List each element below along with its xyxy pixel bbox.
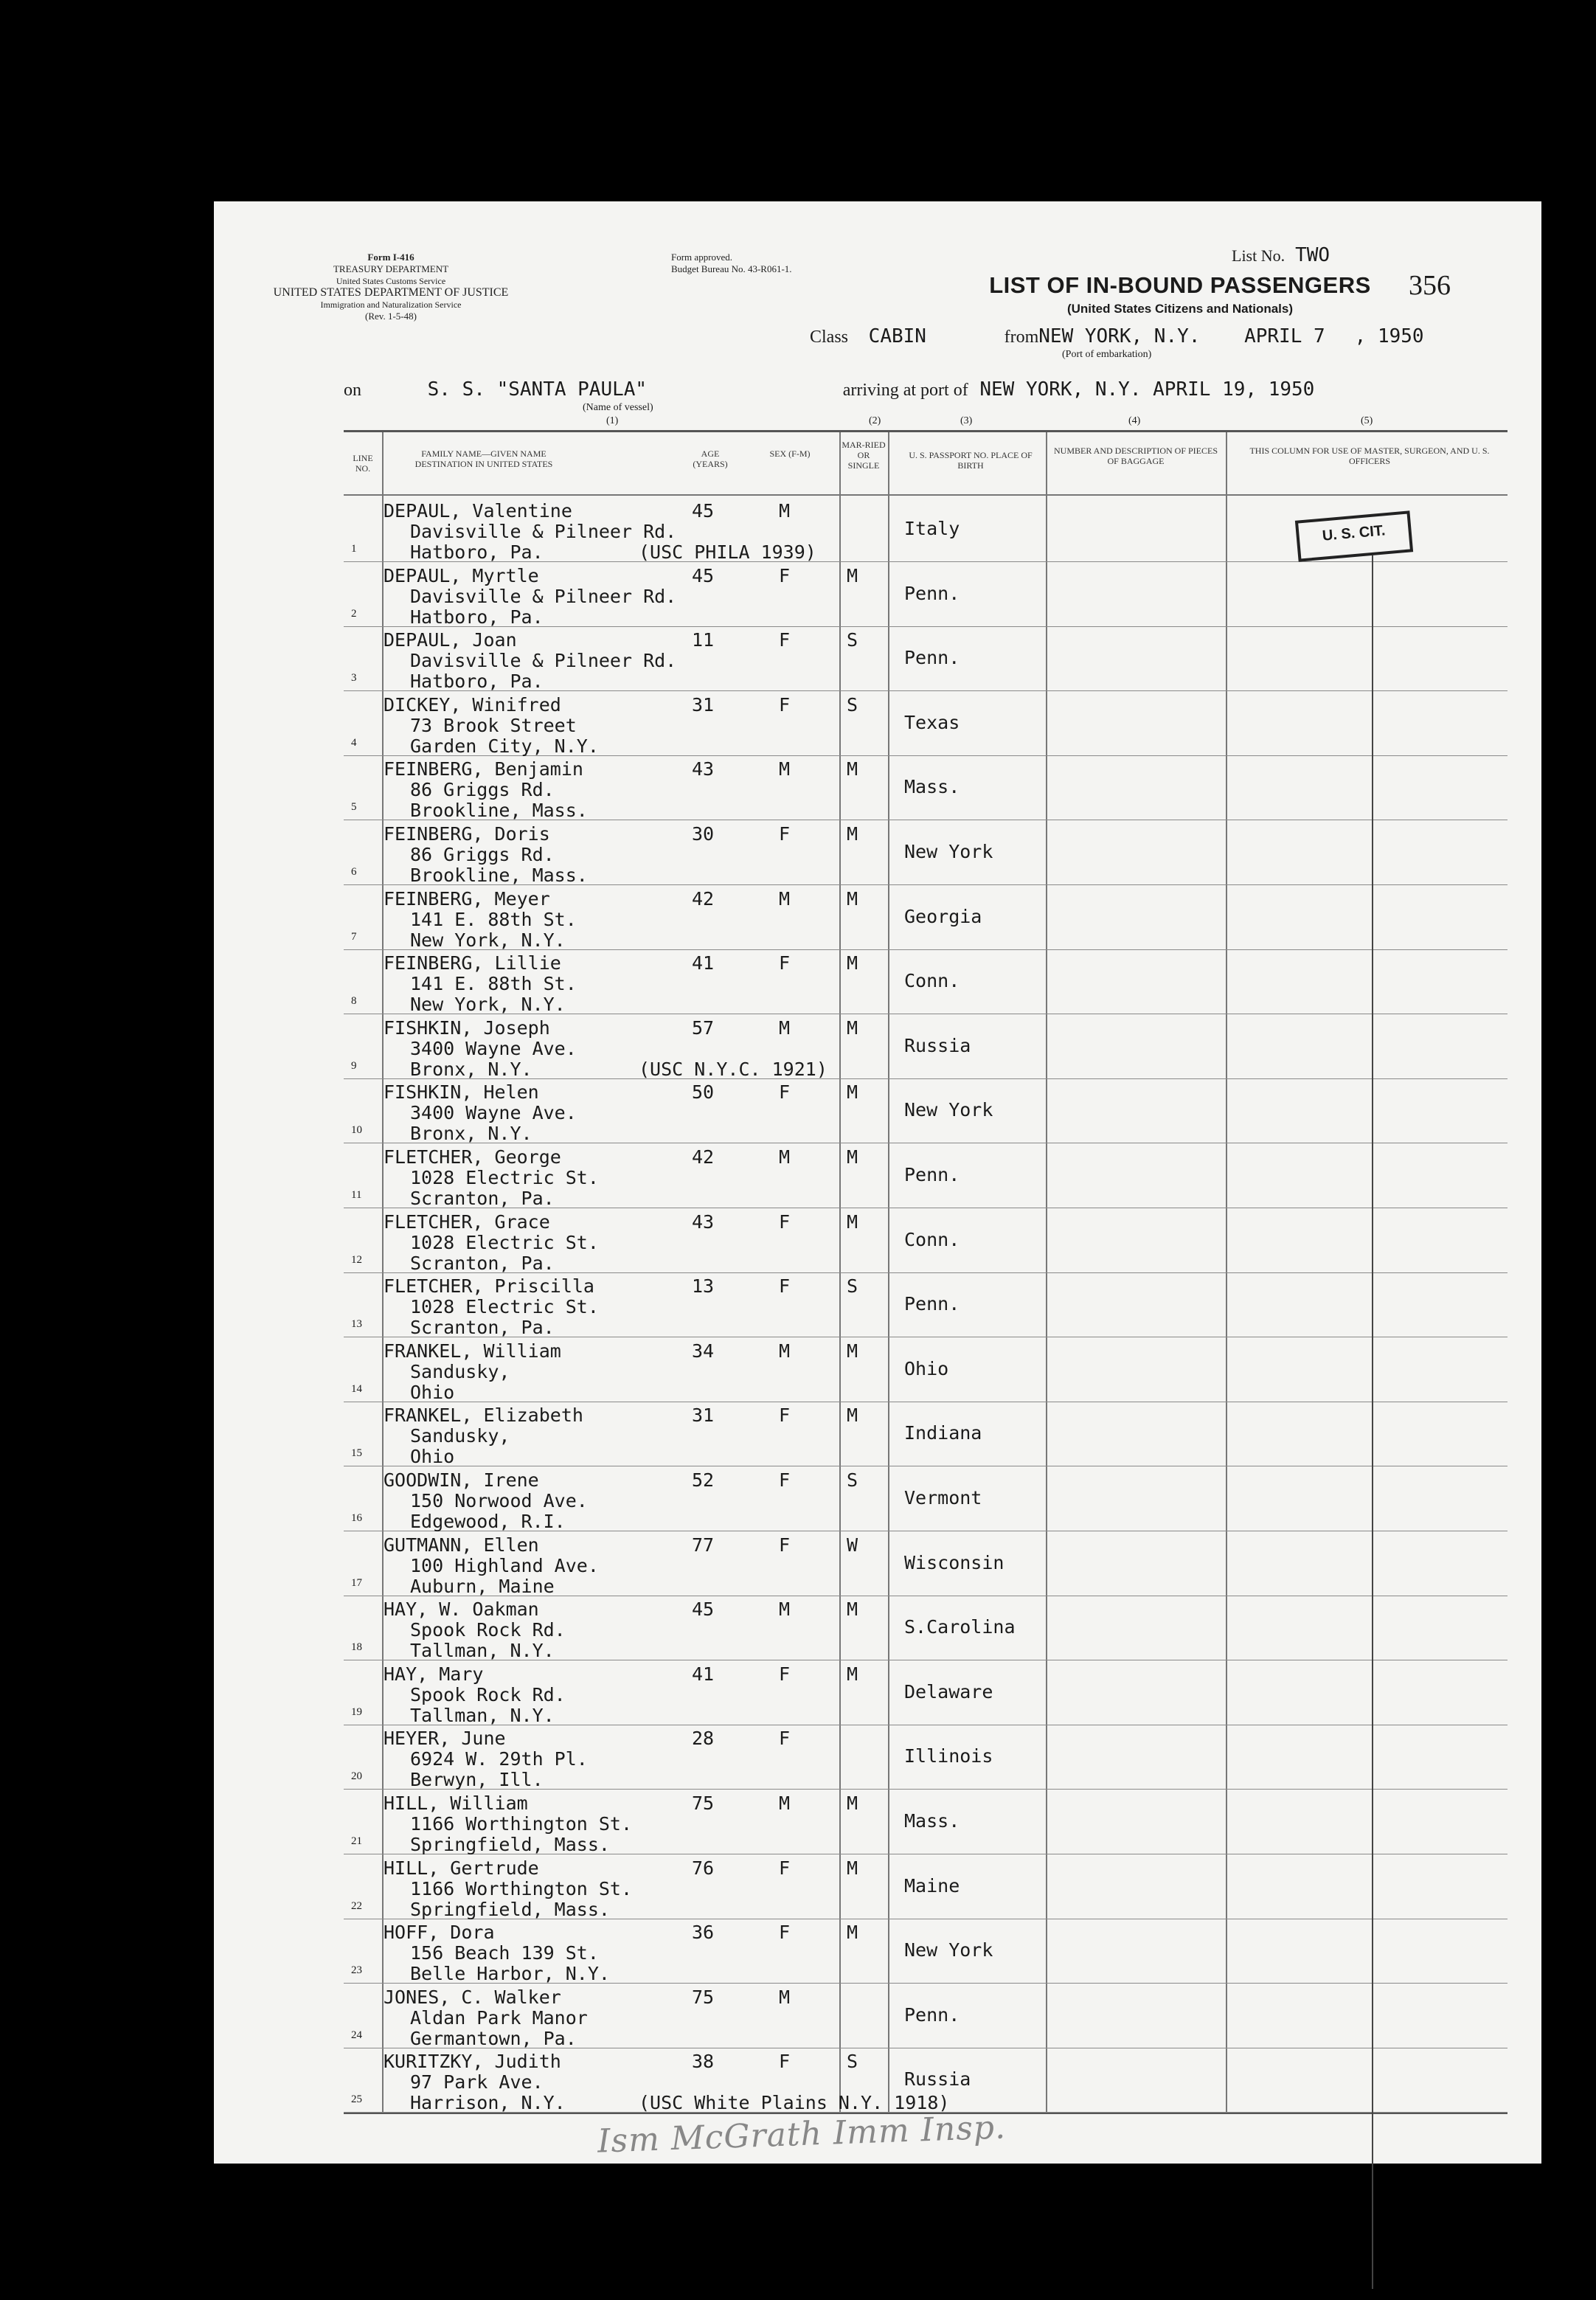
- address-street: 86 Griggs Rd.: [410, 844, 555, 865]
- passenger-name: FEINBERG, Benjamin: [384, 758, 583, 780]
- passenger-name: GOODWIN, Irene: [384, 1469, 539, 1491]
- place-of-birth: Mass.: [904, 776, 960, 798]
- address-street: Davisville & Pilneer Rd.: [410, 521, 677, 542]
- passenger-sex: F: [779, 1275, 791, 1298]
- table-row: [344, 2048, 1507, 2113]
- col-header-name: FAMILY NAME—GIVEN NAME DESTINATION IN UNITED STATES: [414, 448, 553, 469]
- col-header-age: AGE (YEARS): [693, 448, 728, 469]
- passenger-age: 42: [692, 1146, 715, 1168]
- line-number: 17: [351, 1576, 362, 1589]
- place-of-birth: Penn.: [904, 1293, 960, 1315]
- place-of-birth: Indiana: [904, 1422, 982, 1444]
- marital-status: M: [847, 1146, 858, 1168]
- address-city: Ohio: [410, 1446, 455, 1468]
- list-number: [1232, 244, 1330, 266]
- passenger-name: HILL, William: [384, 1792, 528, 1814]
- marital-status: M: [847, 1210, 858, 1233]
- address-city: Springfield, Mass.: [410, 1834, 610, 1855]
- passenger-name: FEINBERG, Meyer: [384, 887, 550, 910]
- passenger-age: 42: [692, 887, 715, 910]
- approval-note: [671, 252, 848, 275]
- line-number: 13: [351, 1318, 362, 1331]
- address-street: 1028 Electric St.: [410, 1231, 599, 1253]
- line-number: 23: [351, 1964, 362, 1977]
- marital-status: M: [847, 952, 858, 974]
- passenger-sex: F: [779, 1534, 791, 1556]
- address-street: 73 Brook Street: [410, 714, 577, 736]
- address-street: 1166 Worthington St.: [410, 1877, 633, 1899]
- passenger-sex: M: [779, 1986, 791, 2008]
- place-of-birth: Mass.: [904, 1810, 960, 1832]
- passenger-name: DEPAUL, Myrtle: [384, 564, 539, 586]
- place-of-birth: Vermont: [904, 1487, 982, 1508]
- passenger-sex: F: [779, 823, 791, 845]
- passenger-name: FLETCHER, George: [384, 1146, 561, 1168]
- header-divider: [344, 494, 1507, 496]
- address-city: Bronx, N.Y.: [410, 1058, 532, 1080]
- marital-status: M: [847, 758, 858, 780]
- address-street: Spook Rock Rd.: [410, 1619, 566, 1641]
- passenger-age: 31: [692, 1404, 715, 1427]
- table-row: [344, 949, 1507, 1014]
- address-city: Scranton, Pa.: [410, 1252, 555, 1274]
- on-label: on: [344, 381, 361, 400]
- arrival-year: , 1950: [1245, 378, 1315, 401]
- passenger-name: DEPAUL, Joan: [384, 629, 517, 651]
- immigration-label: Immigration and Naturalization Service: [320, 299, 462, 310]
- place-of-birth: S.Carolina: [904, 1616, 1016, 1638]
- page-title: LIST OF IN-BOUND PASSENGERS: [989, 272, 1371, 298]
- passenger-name: FEINBERG, Doris: [384, 823, 550, 845]
- table-row: [344, 885, 1507, 950]
- embark-port: NEW YORK, N.Y.: [1038, 325, 1201, 347]
- table-row: [344, 1337, 1507, 1402]
- table-row: [344, 820, 1507, 885]
- passenger-age: 36: [692, 1922, 715, 1944]
- table-row: [344, 1143, 1507, 1208]
- passenger-age: 45: [692, 1598, 715, 1621]
- vessel-caption: (Name of vessel): [583, 402, 653, 413]
- address-street: 86 Griggs Rd.: [410, 779, 555, 801]
- address-street: 141 E. 88th St.: [410, 908, 577, 930]
- place-of-birth: New York: [904, 1939, 993, 1961]
- budget-label: Budget Bureau No. 43-R061-1.: [671, 263, 792, 274]
- agency-header: [258, 252, 524, 322]
- place-of-birth: Texas: [904, 711, 960, 733]
- address-city: Hatboro, Pa.: [410, 541, 544, 563]
- passenger-age: 11: [692, 629, 715, 651]
- marital-status: S: [847, 629, 858, 651]
- table-row: [344, 691, 1507, 756]
- address-street: 3400 Wayne Ave.: [410, 1102, 577, 1124]
- address-city: Belle Harbor, N.Y.: [410, 1963, 610, 1985]
- place-of-birth: Russia: [904, 2068, 971, 2091]
- passenger-sex: F: [779, 1663, 791, 1685]
- passenger-sex: F: [779, 952, 791, 974]
- embark-date: APRIL 7: [1244, 325, 1325, 347]
- place-of-birth: Penn.: [904, 582, 960, 604]
- passenger-name: HOFF, Dora: [384, 1922, 495, 1944]
- passenger-name: FEINBERG, Lillie: [384, 952, 561, 974]
- place-of-birth: Penn.: [904, 1164, 960, 1185]
- passenger-age: 77: [692, 1534, 715, 1556]
- place-of-birth: Conn.: [904, 1228, 960, 1250]
- place-of-birth: Ohio: [904, 1357, 949, 1379]
- line-number: 18: [351, 1641, 362, 1654]
- address-city: Tallman, N.Y.: [410, 1640, 555, 1662]
- address-city: Garden City, N.Y.: [410, 735, 599, 757]
- arriving-label: arriving at port of: [842, 381, 968, 400]
- passenger-sex: M: [779, 758, 791, 780]
- passenger-sex: F: [779, 564, 791, 586]
- line-number: 11: [351, 1189, 362, 1201]
- list-number-value: TWO: [1295, 244, 1330, 266]
- passenger-name: DEPAUL, Valentine: [384, 500, 572, 522]
- passenger-name: HAY, Mary: [384, 1663, 484, 1685]
- line-number: 8: [351, 995, 357, 1008]
- passenger-sex: M: [779, 500, 791, 522]
- inspector-signature: Ism McGrath Imm Insp.: [597, 2108, 1007, 2161]
- marital-status: S: [847, 693, 858, 716]
- place-of-birth: Maine: [904, 1874, 960, 1897]
- passenger-sex: M: [779, 1146, 791, 1168]
- table-row: [344, 1790, 1507, 1854]
- customs-label: United States Customs Service: [336, 276, 446, 286]
- page-subtitle: (United States Citizens and Nationals): [1066, 302, 1294, 316]
- passenger-age: 41: [692, 952, 715, 974]
- address-city: Auburn, Maine: [410, 1575, 555, 1597]
- line-number: 24: [351, 2029, 362, 2041]
- address-city: Scranton, Pa.: [410, 1188, 555, 1209]
- table-row: [344, 1984, 1507, 2048]
- col-header-sex: SEX (F-M): [769, 448, 811, 459]
- passenger-name: FLETCHER, Priscilla: [384, 1275, 594, 1298]
- line-number: 1: [351, 543, 357, 555]
- passenger-sex: F: [779, 1857, 791, 1879]
- address-street: 97 Park Ave.: [410, 2071, 544, 2093]
- marital-status: M: [847, 823, 858, 845]
- page-number: 356: [1409, 270, 1451, 301]
- address-city: Brookline, Mass.: [410, 800, 588, 822]
- column-number: (2): [869, 415, 881, 426]
- arrival-port: NEW YORK, N.Y.: [979, 378, 1142, 401]
- table-row: [344, 1014, 1507, 1079]
- passenger-name: HAY, W. Oakman: [384, 1598, 539, 1621]
- line-number: 5: [351, 801, 357, 814]
- col-header-marital: MAR-RIED OR SINGLE: [842, 440, 886, 471]
- passenger-sex: F: [779, 1404, 791, 1427]
- line-number: 20: [351, 1770, 362, 1783]
- table-row: [344, 1466, 1507, 1531]
- passenger-name: FRANKEL, William: [384, 1340, 561, 1362]
- table-row: [344, 1208, 1507, 1273]
- marital-status: M: [847, 1922, 858, 1944]
- marital-status: M: [847, 1792, 858, 1814]
- passenger-table: [344, 430, 1507, 2114]
- marital-status: S: [847, 1275, 858, 1298]
- address-street: 1028 Electric St.: [410, 1167, 599, 1188]
- place-of-birth: Georgia: [904, 905, 982, 927]
- passenger-age: 28: [692, 1728, 715, 1750]
- address-street: Aldan Park Manor: [410, 2006, 588, 2029]
- address-street: 6924 W. 29th Pl.: [410, 1748, 588, 1770]
- place-of-birth: Wisconsin: [904, 1551, 1005, 1573]
- address-city: Germantown, Pa.: [410, 2027, 577, 2049]
- marital-status: M: [847, 1016, 858, 1039]
- table-row: [344, 1596, 1507, 1660]
- place-of-birth: New York: [904, 841, 993, 862]
- revision-label: (Rev. 1-5-48): [365, 311, 417, 322]
- line-number: 19: [351, 1705, 362, 1718]
- address-street: 156 Beach 139 St.: [410, 1942, 599, 1964]
- passenger-sex: M: [779, 887, 791, 910]
- line-number: 6: [351, 866, 357, 878]
- place-of-birth: Delaware: [904, 1680, 993, 1703]
- passenger-name: HEYER, June: [384, 1728, 506, 1750]
- address-street: 141 E. 88th St.: [410, 973, 577, 995]
- address-city: Brookline, Mass.: [410, 865, 588, 886]
- col-header-officers: THIS COLUMN FOR USE OF MASTER, SURGEON, AND U. S. OFFICERS: [1249, 446, 1490, 466]
- column-number: (4): [1128, 415, 1141, 426]
- passenger-sex: F: [779, 2051, 791, 2073]
- marital-status: M: [847, 1857, 858, 1879]
- marital-status: M: [847, 1340, 858, 1362]
- passenger-sex: M: [779, 1792, 791, 1814]
- marital-status: M: [847, 564, 858, 586]
- place-of-birth: Illinois: [904, 1745, 993, 1767]
- table-row: [344, 755, 1507, 820]
- passenger-name: FISHKIN, Helen: [384, 1081, 539, 1104]
- class-line: [810, 325, 1518, 347]
- passenger-name: HILL, Gertrude: [384, 1857, 539, 1879]
- address-city: Hatboro, Pa.: [410, 671, 544, 693]
- address-city: Harrison, N.Y.: [410, 2092, 566, 2114]
- marital-status: W: [847, 1534, 858, 1556]
- column-number: (3): [960, 415, 973, 426]
- table-row: [344, 626, 1507, 691]
- col-header-passport: U. S. PASSPORT NO. PLACE OF BIRTH: [909, 450, 1033, 471]
- passenger-age: 38: [692, 2051, 715, 2073]
- citizen-stamp: U. S. CIT.: [1295, 510, 1413, 561]
- passenger-age: 75: [692, 1792, 715, 1814]
- line-number: 14: [351, 1382, 362, 1395]
- port-caption: (Port of embarkation): [1062, 349, 1152, 360]
- address-street: Davisville & Pilneer Rd.: [410, 650, 677, 672]
- passenger-name: GUTMANN, Ellen: [384, 1534, 539, 1556]
- address-city: Edgewood, R.I.: [410, 1511, 566, 1532]
- embark-year: , 1950: [1354, 325, 1424, 347]
- line-number: 21: [351, 1835, 362, 1847]
- passenger-age: 75: [692, 1986, 715, 2008]
- passenger-age: 34: [692, 1340, 715, 1362]
- passenger-name: DICKEY, Winifred: [384, 693, 561, 716]
- manifest-page: [214, 201, 1541, 2164]
- address-street: 1028 Electric St.: [410, 1296, 599, 1318]
- passenger-name: FISHKIN, Joseph: [384, 1016, 550, 1039]
- passenger-age: 43: [692, 1210, 715, 1233]
- vessel-name: S. S. "SANTA PAULA": [427, 378, 648, 401]
- address-street: 100 Highland Ave.: [410, 1554, 599, 1576]
- passenger-age: 45: [692, 500, 715, 522]
- passenger-sex: F: [779, 1922, 791, 1944]
- arrival-date: APRIL 19: [1153, 378, 1246, 401]
- passenger-sex: F: [779, 693, 791, 716]
- line-number: 2: [351, 607, 357, 620]
- class-value: CABIN: [868, 325, 926, 347]
- marital-status: S: [847, 1469, 858, 1491]
- address-street: 150 Norwood Ave.: [410, 1490, 588, 1511]
- line-number: 4: [351, 736, 357, 749]
- address-street: 1166 Worthington St.: [410, 1813, 633, 1835]
- line-number: 22: [351, 1899, 362, 1912]
- passenger-age: 13: [692, 1275, 715, 1298]
- address-city: Tallman, N.Y.: [410, 1704, 555, 1726]
- passenger-sex: F: [779, 1081, 791, 1104]
- line-number: 12: [351, 1253, 362, 1266]
- citizenship-note: (USC N.Y.C. 1921): [639, 1058, 828, 1080]
- place-of-birth: Russia: [904, 1034, 971, 1056]
- col-header-baggage: NUMBER AND DESCRIPTION OF PIECES OF BAGGAGE: [1053, 446, 1218, 466]
- place-of-birth: Penn.: [904, 647, 960, 669]
- vessel-line: [344, 378, 1524, 401]
- table-row: [344, 1531, 1507, 1596]
- address-city: New York, N.Y.: [410, 929, 566, 951]
- passenger-name: FLETCHER, Grace: [384, 1210, 550, 1233]
- passenger-age: 76: [692, 1857, 715, 1879]
- marital-status: M: [847, 887, 858, 910]
- from-label: from: [1004, 328, 1039, 347]
- address-street: Sandusky,: [410, 1360, 510, 1382]
- address-street: Spook Rock Rd.: [410, 1683, 566, 1705]
- approval-label: Form approved.: [671, 252, 733, 263]
- passenger-sex: F: [779, 1469, 791, 1491]
- table-row: [344, 1854, 1507, 1919]
- address-city: Berwyn, Ill.: [410, 1769, 544, 1791]
- passenger-sex: F: [779, 1728, 791, 1750]
- place-of-birth: Italy: [904, 518, 960, 539]
- passenger-age: 45: [692, 564, 715, 586]
- marital-status: M: [847, 1081, 858, 1104]
- col-header-line: LINE NO.: [353, 453, 373, 474]
- passenger-age: 43: [692, 758, 715, 780]
- class-label: Class: [810, 328, 849, 347]
- passenger-sex: M: [779, 1016, 791, 1039]
- place-of-birth: Conn.: [904, 970, 960, 992]
- address-city: Bronx, N.Y.: [410, 1123, 532, 1145]
- address-street: Davisville & Pilneer Rd.: [410, 585, 677, 607]
- passenger-name: KURITZKY, Judith: [384, 2051, 561, 2073]
- citizenship-note: (USC White Plains N.Y. 1918): [639, 2092, 950, 2114]
- treasury-label: TREASURY DEPARTMENT: [333, 263, 449, 274]
- table-row: [344, 1078, 1507, 1143]
- passenger-age: 57: [692, 1016, 715, 1039]
- address-city: Scranton, Pa.: [410, 1317, 555, 1339]
- table-row: [344, 1660, 1507, 1725]
- address-street: Sandusky,: [410, 1425, 510, 1447]
- place-of-birth: New York: [904, 1099, 993, 1121]
- marital-status: M: [847, 1663, 858, 1685]
- passenger-age: 31: [692, 693, 715, 716]
- line-number: 25: [351, 2093, 362, 2106]
- column-number: (5): [1361, 415, 1373, 426]
- passenger-sex: F: [779, 1210, 791, 1233]
- place-of-birth: Penn.: [904, 2003, 960, 2026]
- address-city: Springfield, Mass.: [410, 1898, 610, 1920]
- justice-label: UNITED STATES DEPARTMENT OF JUSTICE: [273, 286, 509, 299]
- line-number: 9: [351, 1059, 357, 1072]
- passenger-age: 41: [692, 1663, 715, 1685]
- marital-status: S: [847, 2051, 858, 2073]
- citizenship-note: (USC PHILA 1939): [639, 541, 816, 563]
- line-number: 3: [351, 672, 357, 685]
- passenger-sex: M: [779, 1598, 791, 1621]
- table-row: [344, 1402, 1507, 1466]
- passenger-sex: F: [779, 629, 791, 651]
- passenger-name: JONES, C. Walker: [384, 1986, 561, 2008]
- line-number: 16: [351, 1512, 362, 1524]
- address-city: New York, N.Y.: [410, 994, 566, 1016]
- table-row: [344, 1725, 1507, 1790]
- table-row: [344, 1919, 1507, 1984]
- table-row: [344, 562, 1507, 627]
- check-line: [1372, 555, 1373, 2289]
- address-city: Ohio: [410, 1381, 455, 1403]
- passenger-age: 52: [692, 1469, 715, 1491]
- passenger-name: FRANKEL, Elizabeth: [384, 1404, 583, 1427]
- passenger-age: 50: [692, 1081, 715, 1104]
- form-number: Form I-416: [367, 252, 414, 263]
- list-number-label: List No.: [1232, 246, 1286, 265]
- line-number: 15: [351, 1447, 362, 1460]
- address-city: Hatboro, Pa.: [410, 606, 544, 628]
- line-number: 7: [351, 930, 357, 943]
- marital-status: M: [847, 1404, 858, 1427]
- line-number: 10: [351, 1124, 362, 1137]
- passenger-sex: M: [779, 1340, 791, 1362]
- passenger-age: 30: [692, 823, 715, 845]
- column-number: (1): [606, 415, 619, 426]
- address-street: 3400 Wayne Ave.: [410, 1037, 577, 1059]
- table-row: [344, 1272, 1507, 1337]
- marital-status: M: [847, 1598, 858, 1621]
